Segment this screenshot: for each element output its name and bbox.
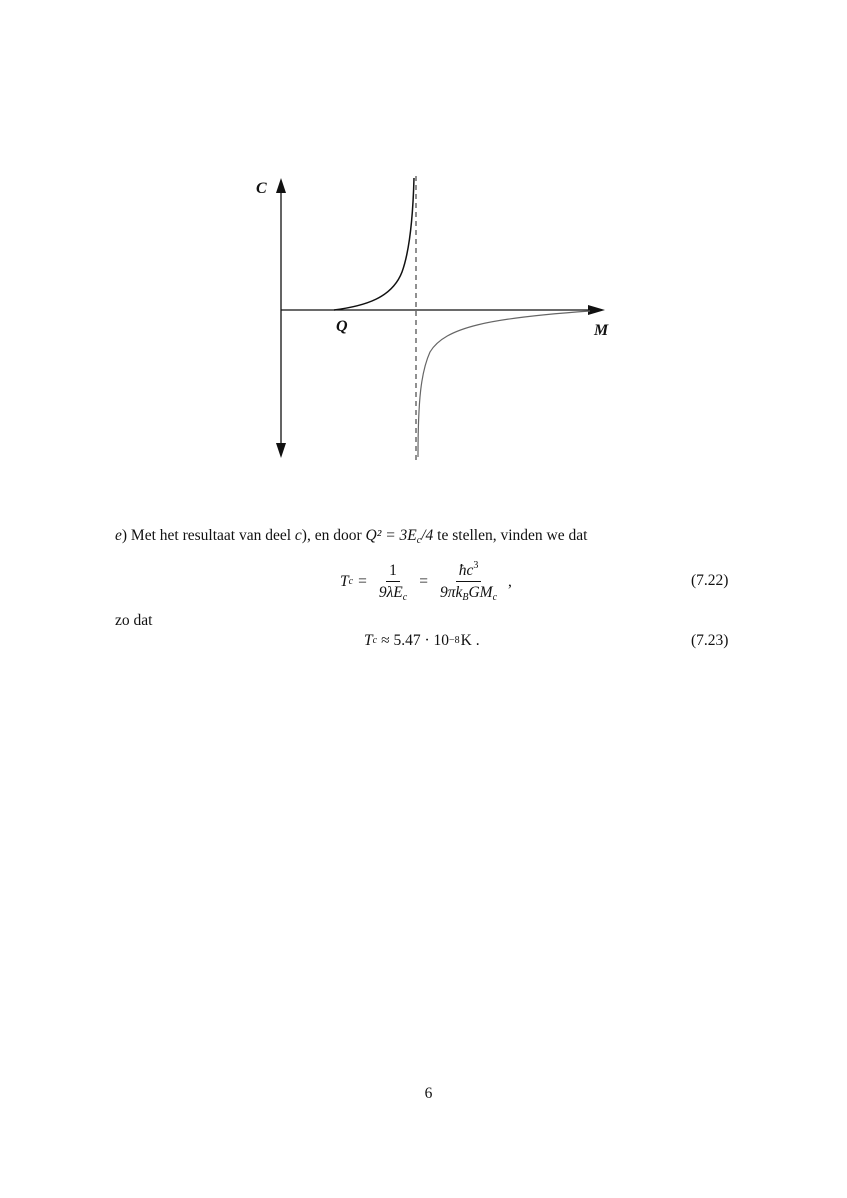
intro-text-end: te stellen, vinden we dat (433, 527, 588, 544)
eq1-frac2-num: ħc (458, 562, 474, 579)
equation-number-7-23: (7.23) (691, 632, 729, 649)
equation-7-23: T c ≈ 5.47 · 10 −8 K . (364, 632, 480, 649)
equation-7-22: T c = $\frac{1}{9\lambda E_c}$ = $\frac{ħc^3}{9\pi k_BGM_c}$ , (340, 560, 512, 603)
m-axis-arrow (588, 305, 605, 315)
eq1-frac1-den: 9λE (378, 584, 403, 601)
intro-text-b: ), en door (301, 527, 366, 544)
eq1-frac2-den-a: 9πk (439, 584, 463, 601)
c-axis-down-arrow (276, 443, 286, 458)
q-point-label: Q (336, 318, 348, 335)
between-text: zo dat (115, 612, 153, 629)
intro-text-a: ) Met het resultaat van deel (121, 527, 295, 544)
intro-paragraph (115, 527, 587, 545)
eq1-frac1-num: 1 (386, 562, 400, 582)
inline-eq-tail: /4 (421, 527, 434, 544)
eq1-frac2-den-b: GM (468, 584, 493, 601)
m-axis-label: M (594, 322, 609, 339)
eq1-frac2-den-sub2: c (492, 592, 498, 603)
item-label: e (115, 527, 122, 544)
equation-number-7-22: (7.22) (691, 572, 729, 589)
c-axis-label: C (256, 180, 267, 197)
curve-left-branch (334, 178, 414, 310)
inline-eq-sub: c (416, 535, 422, 546)
eq1-frac2-den-sub1: B (462, 592, 469, 603)
eq2-rhs: ≈ 5.47 · 10 (381, 632, 449, 649)
page-number: 6 (424, 1085, 433, 1102)
eq1-fraction-2 (437, 562, 500, 601)
c-axis-up-arrow (276, 178, 286, 193)
eq1-trailing-comma: , (508, 572, 512, 590)
eq1-frac2-num-sup: 3 (473, 560, 479, 571)
part-ref: c (294, 527, 302, 544)
eq1-lhs: T (340, 572, 349, 590)
inline-equation: Q² = 3E (365, 527, 417, 544)
eq1-frac1-den-sub: c (402, 592, 408, 603)
eq2-lhs: T (364, 632, 373, 649)
heat-capacity-figure (0, 0, 847, 500)
curve-right-branch (418, 311, 590, 457)
eq1-fraction-1 (376, 562, 410, 601)
eq2-unit: K . (460, 632, 480, 649)
